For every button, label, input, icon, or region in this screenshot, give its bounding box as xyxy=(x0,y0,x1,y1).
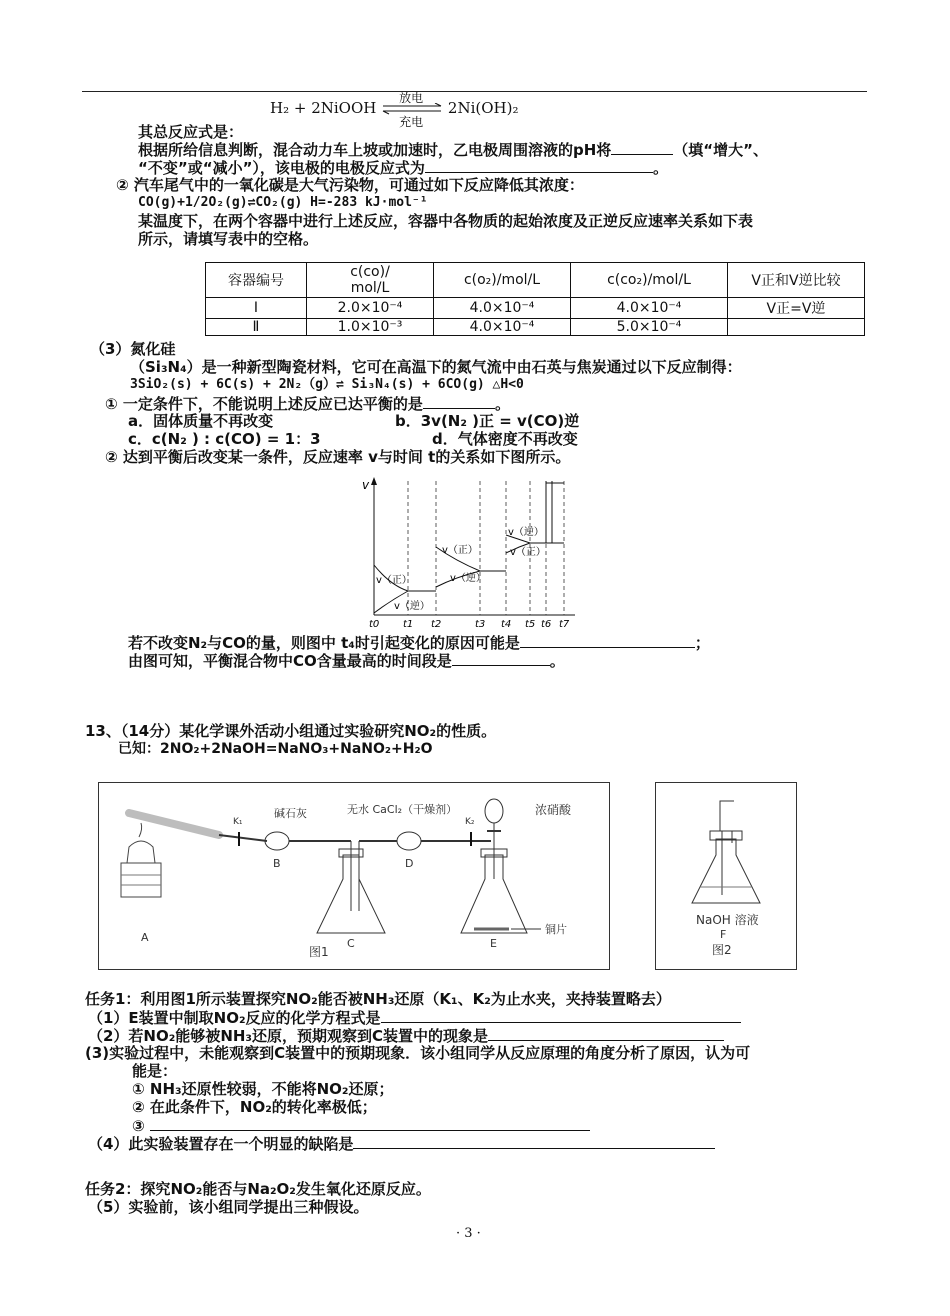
part2-line6: 某温度下，在两个容器中进行上述反应，容器中各物质的起始浓度及正逆反应速率关系如下表 xyxy=(138,212,754,230)
label-soda-lime: 碱石灰 xyxy=(274,807,307,820)
table-header: c(co)/ mol/L xyxy=(307,263,434,298)
figure-1-apparatus xyxy=(98,782,610,970)
label-c: C xyxy=(347,937,355,950)
figure-2-apparatus xyxy=(655,782,797,970)
period: 。 xyxy=(549,652,565,670)
table-cell: 4.0×10⁻⁴ xyxy=(434,319,571,336)
curve-label: v（逆） xyxy=(450,573,486,584)
label-copper: 铜片 xyxy=(545,923,567,936)
co-max-question xyxy=(128,651,565,670)
t4-question-text: 若不改变N₂与CO的量，则图中 t₄时引起变化的原因可能是 xyxy=(128,634,520,652)
part2-line2-hint: （填“增大”、 xyxy=(673,141,769,159)
table-header: c(o₂)/mol/L xyxy=(434,263,571,298)
table-cell-answer[interactable] xyxy=(728,319,865,336)
task-1-q3-item2: ② 在此条件下，NO₂的转化率极低； xyxy=(132,1098,377,1116)
eq-left: H₂ + 2NiOOH xyxy=(270,99,377,117)
label-cacl2: 无水 CaCl₂（干燥剂） xyxy=(347,803,458,816)
table-cell: Ⅰ xyxy=(206,298,307,319)
answer-blank[interactable] xyxy=(353,1134,715,1149)
section-3-intro: （Si₃N₄）是一种新型陶瓷材料，它可在高温下的氮气流中由石英与焦炭通过以下反应制得： xyxy=(130,358,742,376)
option-a: a．固体质量不再改变 xyxy=(128,412,274,430)
x-tick-label: t6 xyxy=(541,619,552,630)
rate-time-chart xyxy=(360,475,580,630)
q13-known: 已知：2NO₂+2NaOH=NaNO₃+NaNO₂+H₂O xyxy=(118,741,433,757)
semicolon: ； xyxy=(694,634,710,652)
label-b: B xyxy=(273,857,281,870)
task-1-q4-text: （4）此实验装置存在一个明显的缺陷是 xyxy=(88,1135,354,1153)
part2-line3 xyxy=(138,158,668,177)
table-row xyxy=(206,298,865,319)
figure-2-caption: 图2 xyxy=(712,943,732,957)
label-a: A xyxy=(141,931,149,944)
x-tick-label: t0 xyxy=(369,619,380,630)
label-f: F xyxy=(720,928,727,941)
answer-blank[interactable] xyxy=(381,1008,741,1023)
table-row xyxy=(206,319,865,336)
eq-bottom-label: 充电 xyxy=(399,115,424,129)
label-e: E xyxy=(490,937,497,950)
top-rule xyxy=(82,91,867,92)
x-tick-label: t7 xyxy=(559,619,570,630)
answer-blank[interactable] xyxy=(423,394,495,409)
answer-blank[interactable] xyxy=(488,1026,724,1041)
answer-blank[interactable] xyxy=(425,158,653,173)
question-2: ② 达到平衡后改变某一条件，反应速率 v与时间 t的关系如下图所示。 xyxy=(105,448,571,466)
task-1-q4 xyxy=(88,1134,715,1153)
part2-line2 xyxy=(138,140,768,159)
label-k2: K₂ xyxy=(465,817,475,827)
period: 。 xyxy=(652,159,668,177)
answer-blank[interactable] xyxy=(150,1116,590,1131)
curve-label: v（逆） xyxy=(508,527,544,538)
co-max-question-text: 由图可知，平衡混合物中CO含量最高的时间段是 xyxy=(128,652,452,670)
curve-labels xyxy=(376,525,546,612)
y-axis-label: v xyxy=(362,478,370,492)
table-header-row xyxy=(206,263,865,298)
answer-blank[interactable] xyxy=(452,651,550,666)
table-header: V正和V逆比较 xyxy=(728,263,865,298)
table-header: c(co₂)/mol/L xyxy=(571,263,728,298)
task-1-q2 xyxy=(88,1026,724,1045)
eq-top-label: 放电 xyxy=(399,91,424,105)
curve-label: v（正） xyxy=(510,547,546,558)
section-3-title: （3）氮化硅 xyxy=(90,340,176,358)
curve-label: v（正） xyxy=(442,545,478,556)
q13-title: 13、（14分）某化学课外活动小组通过实验研究NO₂的性质。 xyxy=(85,722,497,740)
period: 。 xyxy=(494,395,510,413)
answer-blank[interactable] xyxy=(611,140,673,155)
y-axis-arrow-icon xyxy=(371,477,377,485)
x-tick-label: t4 xyxy=(501,619,512,630)
x-tick-label: t5 xyxy=(525,619,536,630)
total-reaction-label: 其总反应式是： xyxy=(138,123,244,141)
question-1-text: ① 一定条件下，不能说明上述反应已达平衡的是 xyxy=(105,395,423,413)
table-cell: 5.0×10⁻⁴ xyxy=(571,319,728,336)
task-1-q3-cont: 能是： xyxy=(132,1062,178,1080)
part2-line7: 所示，请填写表中的空格。 xyxy=(138,230,319,248)
task-1-q1-text: （1）E装置中制取NO₂反应的化学方程式是 xyxy=(88,1009,381,1027)
eq-right: 2Ni(OH)₂ xyxy=(447,99,519,117)
x-tick-label: t1 xyxy=(403,619,414,630)
curve-label: v（逆） xyxy=(394,601,430,612)
t4-question xyxy=(128,633,710,652)
label-k1: K₁ xyxy=(233,817,243,827)
task-1-q3-item1: ① NH₃还原性较弱，不能将NO₂还原； xyxy=(132,1080,394,1098)
item3-marker: ③ xyxy=(132,1117,145,1135)
label-naoh: NaOH 溶液 xyxy=(696,913,759,927)
curve-label: v（正） xyxy=(376,575,412,586)
task-1-q3-item3 xyxy=(132,1116,590,1135)
task-1-q2-text: （2）若NO₂能够被NH₃还原，预期观察到C装置中的现象是 xyxy=(88,1027,488,1045)
figure-1-caption: 图1 xyxy=(309,945,329,959)
label-nitric-acid: 浓硝酸 xyxy=(535,803,572,817)
task-2: 任务2：探究NO₂能否与Na₂O₂发生氧化还原反应。 xyxy=(85,1180,431,1198)
table-cell: 1.0×10⁻³ xyxy=(307,319,434,336)
table-cell: V正=V逆 xyxy=(728,298,865,319)
dropping-funnel xyxy=(485,799,503,823)
part2-line2-text: 根据所给信息判断，混合动力车上坡或加速时，乙电极周围溶液的pH将 xyxy=(138,141,612,159)
table-header: 容器编号 xyxy=(206,263,307,298)
label-d: D xyxy=(405,857,414,870)
x-tick-label: t3 xyxy=(475,619,486,630)
table-cell: Ⅱ xyxy=(206,319,307,336)
container-table xyxy=(205,262,865,336)
table-cell: 4.0×10⁻⁴ xyxy=(434,298,571,319)
header-equation xyxy=(270,91,519,129)
task-1: 任务1：利用图1所示装置探究NO₂能否被NH₃还原（K₁、K₂为止水夹，夹持装置略去） xyxy=(85,990,671,1008)
alcohol-lamp xyxy=(127,841,155,863)
co-reaction: CO(g)+1/2O₂(g)⇌CO₂(g) H=-283 kJ·mol⁻¹ xyxy=(138,195,428,210)
wooden-block xyxy=(121,863,161,897)
question-2-text: ② 汽车尾气中的一氧化碳是大气污染物，可通过如下反应降低其浓度： xyxy=(116,176,584,194)
task-1-q1 xyxy=(88,1008,741,1027)
sin-reaction: 3SiO₂(s) + 6C(s) + 2N₂（g）⇌ Si₃N₄(s) + 6CO(g) △H<0 xyxy=(130,377,524,392)
option-c: c．c(N₂ ) : c(CO) = 1：3 xyxy=(128,430,321,448)
page-number: · 3 · xyxy=(456,1226,481,1241)
option-d: d．气体密度不再改变 xyxy=(432,430,578,448)
drying-tube-b xyxy=(265,832,289,850)
answer-blank[interactable] xyxy=(520,633,695,648)
x-tick-label: t2 xyxy=(431,619,442,630)
table-cell: 2.0×10⁻⁴ xyxy=(307,298,434,319)
drying-tube-d xyxy=(397,832,421,850)
option-b: b．3v(N₂ )正 = v(CO)逆 xyxy=(395,412,580,430)
table-cell: 4.0×10⁻⁴ xyxy=(571,298,728,319)
part2-line3-text: “不变”或“减小”），该电极的电极反应式为 xyxy=(138,159,425,177)
test-tube-a xyxy=(129,813,219,835)
task-1-q3: (3)实验过程中，未能观察到C装置中的预期现象．该小组同学从反应原理的角度分析了原因，认为可 xyxy=(85,1044,751,1062)
task-2-q5: （5）实验前，该小组同学提出三种假设。 xyxy=(88,1198,369,1216)
question-1 xyxy=(105,394,510,413)
flask-f xyxy=(692,839,760,903)
